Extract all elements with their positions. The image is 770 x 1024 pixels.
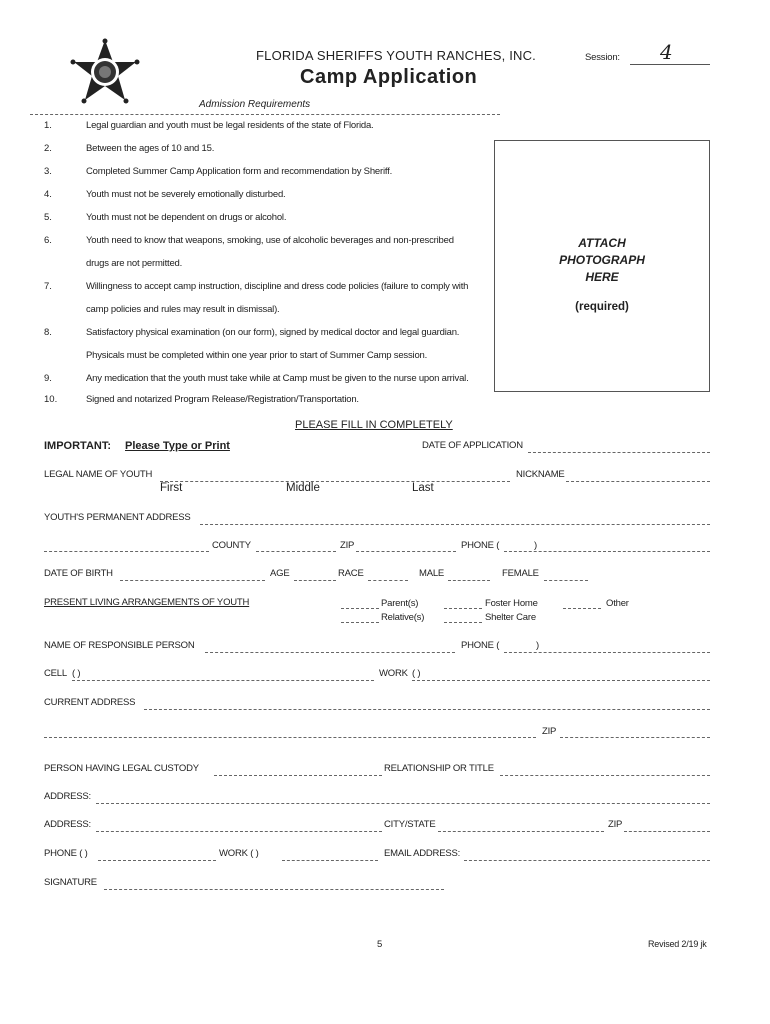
type-or-print: Please Type or Print: [125, 440, 230, 452]
page-number: 5: [377, 939, 383, 950]
county-label: COUNTY: [212, 540, 251, 551]
male-label: MALE: [419, 568, 445, 579]
req-text: camp policies and rules may result in dismissal).: [86, 304, 280, 315]
phone-close: ): [534, 540, 537, 551]
zip-label: ZIP: [340, 540, 355, 551]
zip3-field[interactable]: [624, 831, 710, 832]
parents-field[interactable]: [341, 608, 379, 609]
age-field[interactable]: [294, 580, 336, 581]
zip2-label: ZIP: [542, 726, 557, 737]
other-field[interactable]: [563, 608, 601, 609]
responsible-person-label: NAME OF RESPONSIBLE PERSON: [44, 640, 195, 651]
address2-label: ADDRESS:: [44, 819, 91, 830]
dob-label: DATE OF BIRTH: [44, 568, 113, 579]
revised-note: Revised 2/19 jk: [648, 939, 707, 949]
legal-custody-label: PERSON HAVING LEGAL CUSTODY: [44, 763, 199, 774]
header-rule: [30, 114, 500, 115]
req-text: Youth must not be severely emotionally disturbed.: [86, 189, 286, 200]
work-field[interactable]: [412, 680, 710, 681]
permanent-address-field[interactable]: [200, 524, 710, 525]
relationship-field[interactable]: [500, 775, 710, 776]
foster-home-field[interactable]: [444, 608, 482, 609]
session-value: 4: [660, 40, 673, 64]
relatives-label: Relative(s): [381, 612, 425, 623]
city-state-label: CITY/STATE: [384, 819, 436, 830]
zip-field[interactable]: [356, 551, 456, 552]
req-num: 3.: [44, 166, 52, 177]
page-title: Camp Application: [300, 66, 478, 88]
nickname-label: NICKNAME: [516, 469, 565, 480]
cell-paren: ( ): [72, 668, 81, 679]
req-num: 7.: [44, 281, 52, 292]
req-num: 5.: [44, 212, 52, 223]
responsible-person-field[interactable]: [205, 652, 455, 653]
county-field[interactable]: [256, 551, 336, 552]
important-label: IMPORTANT:: [44, 440, 112, 452]
zip3-label: ZIP: [608, 819, 623, 830]
req-num: 2.: [44, 143, 52, 154]
relatives-field[interactable]: [341, 622, 379, 623]
org-name: FLORIDA SHERIFFS YOUTH RANCHES, INC.: [256, 48, 536, 63]
current-address-label: CURRENT ADDRESS: [44, 697, 136, 708]
female-field[interactable]: [544, 580, 588, 581]
address1-label: ADDRESS:: [44, 791, 91, 802]
req-text: drugs are not permitted.: [86, 258, 183, 269]
cell-field[interactable]: [72, 680, 374, 681]
male-field[interactable]: [448, 580, 490, 581]
signature-field[interactable]: [104, 889, 444, 890]
first-label: First: [160, 482, 183, 494]
session-field-line[interactable]: [630, 64, 710, 65]
city-state-field[interactable]: [438, 831, 604, 832]
dob-field[interactable]: [120, 580, 265, 581]
address-line-2-field[interactable]: [44, 551, 209, 552]
phone2-label: PHONE ( ): [44, 848, 88, 859]
legal-custody-field[interactable]: [214, 775, 382, 776]
responsible-phone-close: ): [536, 640, 539, 651]
req-text: Completed Summer Camp Application form and recommendation by Sheriff.: [86, 166, 393, 177]
legal-name-label: LEGAL NAME OF YOUTH: [44, 469, 153, 480]
req-num: 8.: [44, 327, 52, 338]
session-label: Session:: [585, 52, 620, 63]
responsible-phone-label: PHONE (: [461, 640, 500, 651]
shelter-care-field[interactable]: [444, 622, 482, 623]
phone2-field[interactable]: [98, 860, 216, 861]
req-text: Physicals must be completed within one year prior to start of Summer Camp session.: [86, 350, 428, 361]
photo-required: (required): [575, 301, 629, 313]
last-label: Last: [412, 482, 434, 494]
responsible-phone-field[interactable]: [504, 652, 710, 653]
race-label: RACE: [338, 568, 364, 579]
middle-label: Middle: [286, 482, 320, 494]
current-address-field[interactable]: [144, 709, 710, 710]
req-num: 4.: [44, 189, 52, 200]
nickname-field[interactable]: [566, 481, 710, 482]
work-label: WORK: [379, 668, 408, 679]
req-text: Legal guardian and youth must be legal residents of the state of Florida.: [86, 120, 374, 131]
address2-field[interactable]: [96, 831, 382, 832]
req-text: Satisfactory physical examination (on our form), signed by medical doctor and legal guardian.: [86, 327, 460, 338]
current-address-line-2-field[interactable]: [44, 737, 536, 738]
photo-line-2: PHOTOGRAPH: [559, 253, 645, 267]
req-text: Youth need to know that weapons, smoking, use of alcoholic beverages and non-prescribed: [86, 235, 454, 246]
race-field[interactable]: [368, 580, 408, 581]
photo-line-3: HERE: [585, 270, 619, 284]
phone-field[interactable]: [504, 551, 710, 552]
parents-label: Parent(s): [381, 598, 419, 609]
fill-completely-heading: PLEASE FILL IN COMPLETELY: [295, 419, 453, 431]
zip2-field[interactable]: [560, 737, 710, 738]
requirements-heading: Admission Requirements: [199, 99, 311, 110]
age-label: AGE: [270, 568, 290, 579]
req-num: 10.: [44, 394, 58, 405]
req-text: Willingness to accept camp instruction, discipline and dress code policies (failure to comply with: [86, 281, 469, 292]
req-num: 6.: [44, 235, 52, 246]
other-label: Other: [606, 598, 629, 609]
sheriff-star-logo: [70, 38, 140, 108]
email-label: EMAIL ADDRESS:: [384, 848, 461, 859]
legal-name-field[interactable]: [160, 481, 510, 482]
female-label: FEMALE: [502, 568, 539, 579]
foster-home-label: Foster Home: [485, 598, 538, 609]
email-field[interactable]: [464, 860, 710, 861]
req-text: Any medication that the youth must take while at Camp must be given to the nurse upon arrival.: [86, 373, 469, 384]
phone-label: PHONE (: [461, 540, 500, 551]
living-arrangements-label: PRESENT LIVING ARRANGEMENTS OF YOUTH: [44, 597, 250, 608]
relationship-label: RELATIONSHIP OR TITLE: [384, 763, 494, 774]
req-num: 9.: [44, 373, 52, 384]
date-of-application-label: DATE OF APPLICATION: [422, 440, 523, 451]
shelter-care-label: Shelter Care: [485, 612, 536, 623]
address1-field[interactable]: [96, 803, 710, 804]
signature-label: SIGNATURE: [44, 877, 97, 888]
permanent-address-label: YOUTH'S PERMANENT ADDRESS: [44, 512, 191, 523]
work-paren: ( ): [412, 668, 421, 679]
req-text: Between the ages of 10 and 15.: [86, 143, 215, 154]
date-of-application-field[interactable]: [528, 452, 710, 453]
cell-label: CELL: [44, 668, 67, 679]
photo-line-1: ATTACH: [578, 236, 626, 250]
req-num: 1.: [44, 120, 52, 131]
photo-attach-box[interactable]: [494, 140, 710, 392]
work2-field[interactable]: [282, 860, 378, 861]
req-text: Youth must not be dependent on drugs or alcohol.: [86, 212, 287, 223]
req-text: Signed and notarized Program Release/Registration/Transportation.: [86, 394, 359, 405]
work2-label: WORK ( ): [219, 848, 259, 859]
